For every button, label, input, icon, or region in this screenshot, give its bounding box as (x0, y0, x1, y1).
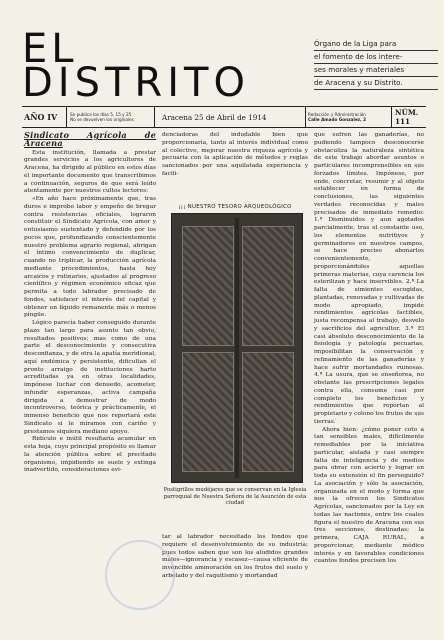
masthead (22, 26, 422, 106)
tagline (314, 38, 438, 90)
office-info (308, 107, 390, 127)
paragraph: Ahora bien: ¿cómo poner coto a tan sensibles males, difícilmente remediables por la iniciativa particular, aislada y casi siempre falta de inteligencia y de medios para obrar con acierto y lograr en toda su extensión el fin perseguido? La asociación y sólo la asociación, organizada en el modo y forma que nos la ofrecen los Sindicatos Agrícolas, sancionados por la Ley en todas las naciones, entre los cuales figura el nuestro de Aracena con sus tres secciones, destinadas; la primera, CAJA RURAL, a proporcionar, mediante módico interés y en favorables condiciones cuantos fondos precisen los (314, 426, 424, 565)
info-strip (22, 106, 426, 128)
paragraph: que sufren las ganaderías, no pudiendo tampoco desconocerse obstaculiza la naturaleza sintética de este trabajo abordar asuntos o particulares incomprensibles en sus forzados límites. Impónese, por ende, concretar, resumir y al objeto establecer en forma de conclusiones, las siguientes verdades reconocidas y males precisados de inmediato remedio: 1.ª Disminuidos y aun agotados parcialmente, tras el constante uso, los elementos nutritivos y germinadores en nuestros campos, se hace preciso abonarlos convenientemente, proporcionándoles aquellas primeras materias, cuya carencia los esterilizan y hace inservibles. 2.ª La falta de simientes escogidas, plantadas, renovadas y cultivadas de modo apropiado, impide rendimientos agrícolas factibles, justa recompensa al trabajo, desvelo y sacrificios del agricultor. 3.ª El casi absoluto desconocimiento de la fisiología y patología pecuarias, imposibilitan la conservación y refinamiento de las ganaderías y hace sufrir mortandades ruinosas. 4.ª La usura, que se enseñorea, no obstante las prescripciones legales contra ella, consume casi por completo los beneficios y rendimientos que reportan al propietario y colono los frutos de sus tierras. (314, 132, 424, 425)
publishing-info (70, 107, 152, 127)
column-2-top (162, 132, 308, 202)
title-line-1: EL (22, 26, 78, 72)
newspaper-title (22, 26, 250, 106)
office-address: Calle Amado Gonzalez, 2 (308, 117, 367, 122)
issue-number: NÚM. 111 (395, 108, 419, 126)
tagline-line: el fomento de los intere- (314, 51, 438, 64)
column-2-bottom (162, 534, 308, 634)
tagline-line: ses morales y materiales (314, 64, 438, 77)
paragraph: Ridículo e inútil resultaría acumular en esta hoja, cuyo principal propósito es llamar la atención pública sobre el precitado organismo, impidiendo se suele y extinga inadvertido, consideraciones evi- (24, 436, 156, 474)
paragraph: «En año hace próximamente que, tras duros e improbo labor y empeño de bregar contra resistencias oficiales, lograron constituir el Sindicato Agrícola, con amor y entusiasmo sustentado y defendido por los pocos que, profundizando conscientemente nuestro problema agrario regional, abrigan el íntimo convencimiento de duplicar, cuando no triplicar, la producción agrícola mediante procedimientos, hasta hoy arcaicos y rutinarios, ajustados al progreso científico y régimen económico eficaz que permita a todo labrador precisado de fondos, satisfacer el interés del capital y obtener un líquido remanente más o menos pingüe. (24, 196, 156, 319)
paragraph: tar al labrador necesitado los fondos que requiere el desenvolvimiento de su industria; pues todos saben que son los aludidos grandes males—ignorancia y escasez—causa eficiente de invencible aminoración en los frutos del suelo y arbolado y del raquitismo y mortandad (162, 534, 308, 579)
paragraph: denciadoras del indudable bien que proporcionaría, tanto al interés individual como al colectivo, mejorar nuestra riqueza agrícola y pecuaria con la aplicación de métodos y reglas sancionados por una aquilatada experiencia y facili- (162, 132, 308, 177)
paragraph: Lógico parecía haber conseguido durante plazo tan largo para asunto tan obvio, resultados positivos; mas como de una parte el desconocimiento y consecutiva desconfianza, y de otra la apatía meridional, aquí endémica y persistente, dificultan el pronto arraigo de instituciones harto acreditadas ya en otras localidades, impónese luchar con denuedo, acometer, infundir esperanzas, activa campaña dirigida a demostrar de modo incontroverso, teórica y prácticamente, el inmenso beneficio que nos reportará este Sindicato si le miramos con cariño y prestamos siquiera mediano apoyo. (24, 320, 156, 435)
paragraph: Esta institución, llamada a prestar grandes servicios a los agricultores de Aracena, ha dirigido al público en estos días el importante documento que transcribimos a continuación, seguros de que será leído atentamente por nuestros cultos lectores: (24, 149, 156, 195)
tagline-line: Órgano de la Liga para (314, 38, 438, 51)
publishing-days: Se publica los días 5, 15 y 25 (70, 111, 132, 117)
office-label: Redacción y Administración (308, 111, 366, 117)
photo-figure (162, 204, 308, 534)
title-line-2: DISTRITO (22, 60, 250, 106)
article-headline: Sindicato Agrícola de Aracena (24, 130, 156, 148)
originals-note: No se devuelven los originales (70, 117, 134, 122)
column-3 (314, 132, 424, 637)
figure-title: ¡¡¡ NUESTRO TESORO ARQUEOLÓGICO (178, 204, 292, 210)
tagline-line: de Aracena y su Distrito. (314, 77, 438, 90)
year-label: AÑO IV (24, 112, 58, 122)
door-photograph (171, 213, 303, 483)
issue-date: Aracena 25 de Abril de 1914 (162, 112, 267, 122)
library-stamp (105, 540, 175, 610)
figure-caption: Postigrillos mudéjares que se conservan en la Iglesia parroquial de Nuestra Señora de la Asunción de esta ciudad (163, 487, 307, 506)
